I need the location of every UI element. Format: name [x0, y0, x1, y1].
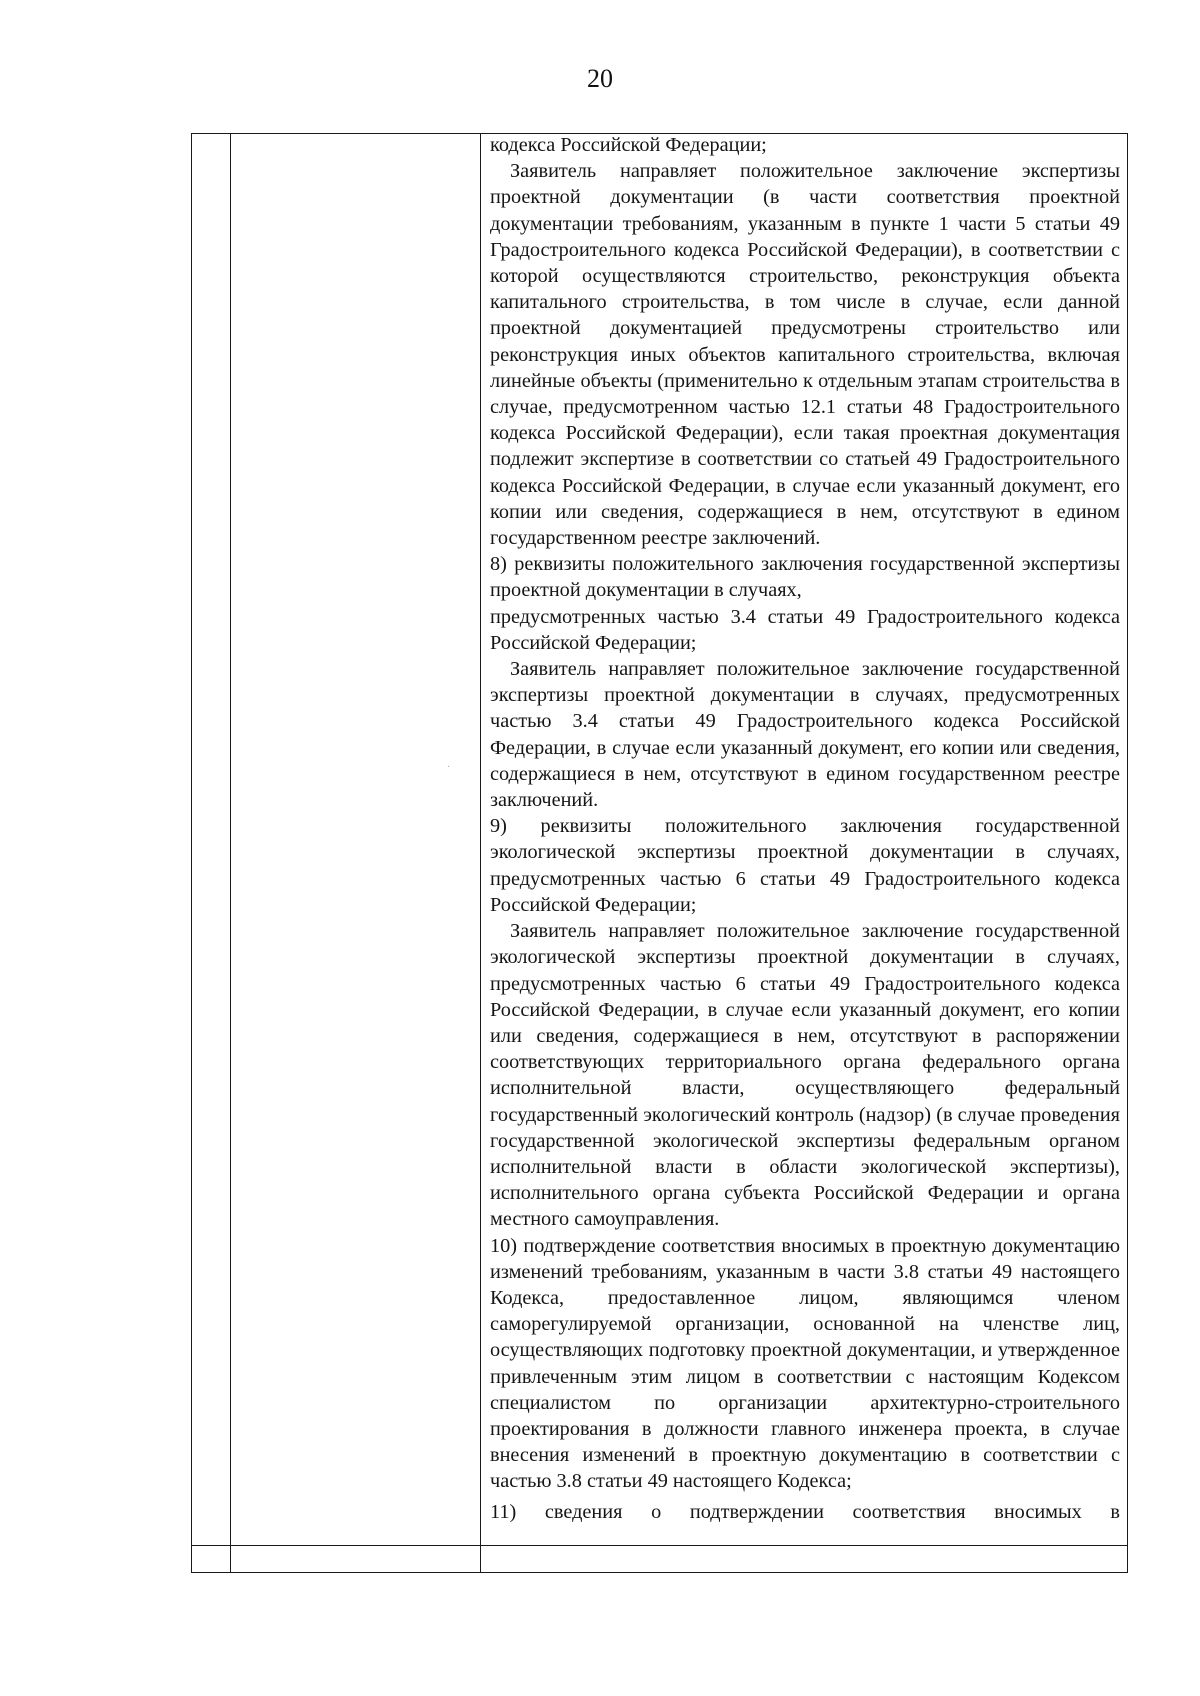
- continuation-line: 11) сведения о подтверждении соответствия вносимых в: [490, 1500, 1120, 1523]
- paragraph: Заявитель направляет положительное заключение экспертизы проектной документации (в части соответствия проектной документации требованиям, указанным в пункте 1 части 5 статьи 49 Градостроительного кодекса Российской Федерации), в соответствии с которой осуществляются строительство, реконструкция объекта капитального строительства, в том числе в случае, если данной проектной документацией предусмотрены строительство или реконструкция иных объектов капитального строительства, включая линейные объекты (применительно к отдельным этапам строительства в случае, предусмотренном частью 12.1 статьи 48 Градостроительного кодекса Российской Федерации), если такая проектная документация подлежит экспертизе в соответствии со статьей 49 Градостроительного кодекса Российской Федерации, в случае если указанный документ, его копии или сведения, содержащиеся в нем, отсутствуют в едином государственном реестре заключений.: [490, 160, 1120, 550]
- table-cell-text: [490, 132, 1120, 1525]
- paragraph: предусмотренных частью 3.4 статьи 49 Градостроительного кодекса Российской Федерации;: [490, 605, 1120, 654]
- paragraph: Заявитель направляет положительное заключение государственной экологической экспертизы проектной документации в случаях, предусмотренных частью 6 статьи 49 Градостроительного кодекса Российской Федерации, в случае если указанный документ, его копии или сведения, содержащиеся в нем, отсутствуют в распоряжении соответствующих территориального органа федерального органа исполнительной власти, осуществляющего федеральный государственный экологический контроль (надзор) (в случае проведения государственной экологической экспертизы федеральным органом исполнительной власти в области экологической экспертизы), исполнительного органа субъекта Российской Федерации и органа местного самоуправления.: [490, 920, 1120, 1231]
- paragraph: Заявитель направляет положительное заключение государственной экспертизы проектной документации в случаях, предусмотренных частью 3.4 статьи 49 Градостроительного кодекса Российской Федерации, в случае если указанный документ, его копии или сведения, содержащиеся в нем, отсутствуют в едином государственном реестре заключений.: [490, 658, 1120, 812]
- paragraph: 9) реквизиты положительного заключения государственной экологической экспертизы проектной документации в случаях, предусмотренных частью 6 статьи 49 Градостроительного кодекса Российской Федерации;: [490, 815, 1120, 916]
- table-row-divider: [192, 1545, 1127, 1546]
- scan-artifact: ·: [447, 762, 451, 773]
- table-column-divider: [480, 134, 481, 1572]
- paragraph: 8) реквизиты положительного заключения государственной экспертизы проектной документации в случаях,: [490, 553, 1120, 602]
- requirements-table: [191, 133, 1128, 1573]
- paragraph: 10) подтверждение соответствия вносимых в проектную документацию изменений требованиям, указанным в части 3.8 статьи 49 настоящего Кодекса, предоставленное лицом, являющимся членом саморегулируемой организации, основанной на членстве лиц, осуществляющих подготовку проектной документации, и утвержденное привлеченным этим лицом в соответствии с настоящим Кодексом специалистом по организации архитектурно-строительного проектирования в должности главного инженера проекта, в случае внесения изменений в проектную документацию в соответствии с частью 3.8 статьи 49 настоящего Кодекса;: [490, 1234, 1120, 1493]
- page-number: 20: [587, 64, 613, 93]
- paragraph: кодекса Российской Федерации;: [490, 134, 767, 156]
- table-column-divider: [230, 134, 231, 1572]
